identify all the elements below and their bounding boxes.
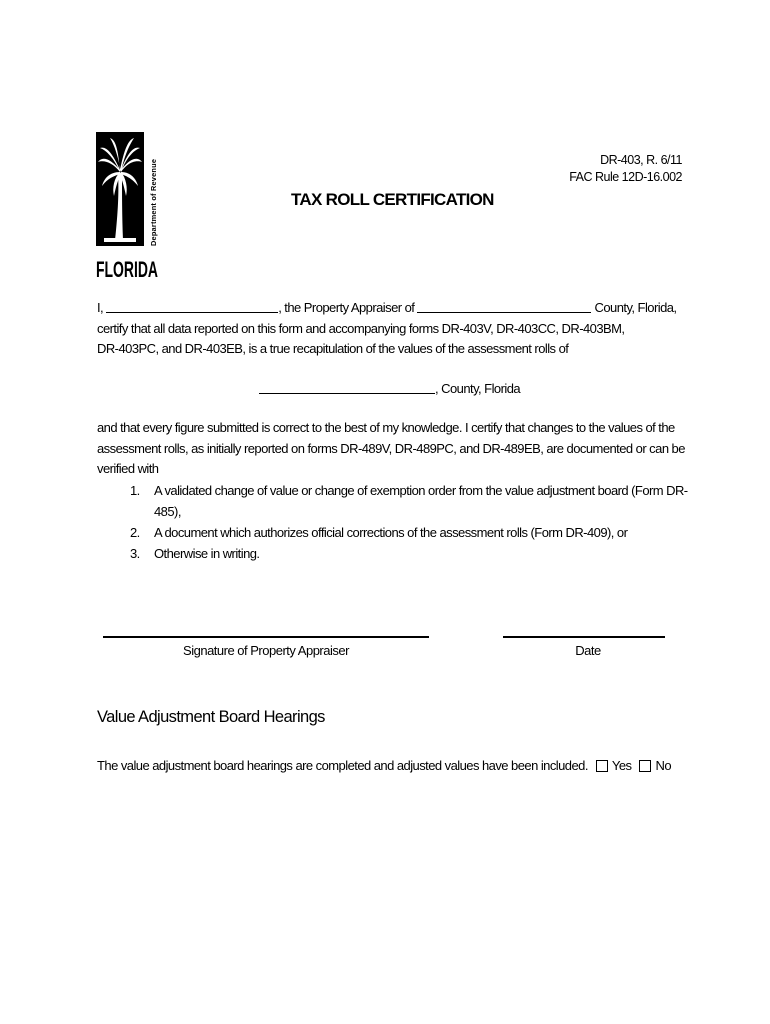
signature-label: Signature of Property Appraiser bbox=[183, 643, 349, 658]
palm-tree-logo-icon bbox=[96, 132, 160, 280]
date-line[interactable] bbox=[503, 636, 665, 638]
no-checkbox[interactable] bbox=[639, 760, 651, 772]
signature-line[interactable] bbox=[103, 636, 429, 638]
cert-line-3: DR-403PC, and DR-403EB, is a true recapitulation of the values of the assessment rolls of bbox=[97, 341, 569, 356]
yes-checkbox[interactable] bbox=[596, 760, 608, 772]
form-number-block bbox=[569, 152, 682, 186]
fac-rule: FAC Rule 12D-16.002 bbox=[569, 170, 682, 184]
vab-statement: The value adjustment board hearings are completed and adjusted values have been included. bbox=[97, 758, 588, 773]
list-item: 1. A validated change of value or change of exemption order from the value adjustment board (Form DR- 485), bbox=[130, 483, 688, 519]
cert-line-1: I, , the Property Appraiser of County, Florida, bbox=[97, 300, 677, 315]
county-line: , County, Florida bbox=[259, 379, 520, 400]
cert-line-2: certify that all data reported on this form and accompanying forms DR-403V, DR-403CC, DR-403BM, bbox=[97, 320, 625, 336]
verification-list bbox=[130, 480, 688, 564]
appraiser-name-field[interactable] bbox=[106, 299, 278, 313]
no-label: No bbox=[655, 758, 672, 773]
date-label: Date bbox=[575, 643, 601, 658]
vab-heading: Value Adjustment Board Hearings bbox=[97, 708, 325, 726]
list-item: 3. Otherwise in writing. bbox=[130, 546, 260, 561]
form-number: DR-403, R. 6/11 bbox=[600, 153, 682, 167]
yes-label: Yes bbox=[611, 758, 632, 773]
florida-dor-logo bbox=[96, 132, 160, 280]
list-item: 2. A document which authorizes official corrections of the assessment rolls (Form DR-409), or bbox=[130, 525, 628, 540]
county-roll-field[interactable] bbox=[259, 380, 435, 394]
logo-florida-word: FLORIDA bbox=[96, 257, 159, 282]
certification-paragraph-2: and that every figure submitted is correct to the best of my knowledge. I certify that changes to the values of the assessment rolls, as initially reported on forms DR-489V, DR-489PC, and DR-489EB, are documented or can be verified with bbox=[97, 420, 685, 476]
page-title: TAX ROLL CERTIFICATION bbox=[291, 190, 494, 209]
county-name-field[interactable] bbox=[417, 299, 591, 313]
logo-vertical-text: Department of Revenue bbox=[149, 158, 158, 246]
vab-statement-row bbox=[97, 758, 671, 773]
certification-paragraph bbox=[97, 298, 677, 360]
